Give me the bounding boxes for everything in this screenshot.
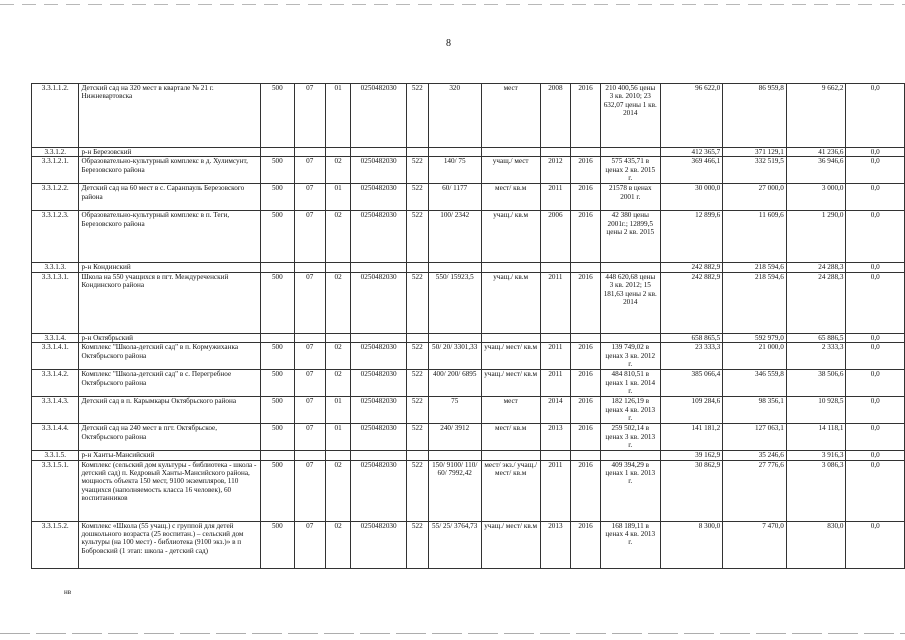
total-amount-cell: 96 622,0: [660, 84, 723, 148]
expense-type-code-cell: 522: [406, 343, 428, 370]
capacity-unit-cell: учащ./ мест/ кв.м: [481, 343, 540, 370]
start-year-cell: 2014: [540, 397, 571, 424]
table-row: [32, 343, 905, 370]
district-subtotal-row: [32, 333, 905, 342]
other-sources-amount-cell: 0,0: [846, 157, 905, 184]
table-row: [32, 84, 905, 148]
estimated-cost-cell: [600, 263, 660, 272]
section-code-cell: [294, 451, 325, 460]
expense-type-code-cell: [406, 333, 428, 342]
other-sources-amount-cell: 0,0: [846, 272, 905, 333]
expense-type-code-cell: 522: [406, 424, 428, 451]
table-row: [32, 521, 905, 568]
budget-code-cell: [261, 263, 294, 272]
subsection-code-cell: 01: [325, 184, 351, 211]
district-subtotal-row: [32, 148, 905, 157]
subsection-code-cell: 02: [325, 211, 351, 263]
capacity-unit-cell: учащ./ кв.м: [481, 272, 540, 333]
end-year-cell: 2016: [571, 424, 601, 451]
budget-code-cell: 500: [261, 521, 294, 568]
target-article-code-cell: 0250482030: [351, 211, 406, 263]
total-amount-cell: 12 899,6: [660, 211, 723, 263]
page-number: 8: [446, 38, 451, 49]
local-budget-amount-cell: 1 290,0: [786, 211, 846, 263]
section-code-cell: 07: [294, 460, 325, 521]
object-name-cell: Школа на 550 учащихся в пгт. Междуреченский Кондинского района: [79, 272, 261, 333]
estimated-cost-cell: 409 394,29 в ценах 1 кв. 2013 г.: [600, 460, 660, 521]
local-budget-amount-cell: 830,0: [786, 521, 846, 568]
start-year-cell: 2011: [540, 370, 571, 397]
other-sources-amount-cell: 0,0: [846, 424, 905, 451]
capacity-cell: 55/ 25/ 3764,73: [428, 521, 481, 568]
start-year-cell: 2012: [540, 157, 571, 184]
total-amount-cell: 242 882,9: [660, 272, 723, 333]
subsection-code-cell: [325, 148, 351, 157]
total-amount-cell: 369 466,1: [660, 157, 723, 184]
section-code-cell: [294, 263, 325, 272]
start-year-cell: 2013: [540, 521, 571, 568]
other-sources-amount-cell: 0,0: [846, 333, 905, 342]
estimated-cost-cell: [600, 333, 660, 342]
capacity-cell: 60/ 1177: [428, 184, 481, 211]
expense-type-code-cell: 522: [406, 157, 428, 184]
subsection-code-cell: [325, 263, 351, 272]
capacity-cell: 400/ 200/ 6895: [428, 370, 481, 397]
start-year-cell: [540, 263, 571, 272]
regional-budget-amount-cell: 98 356,1: [723, 397, 787, 424]
estimated-cost-cell: 182 126,19 в ценах 4 кв. 2013 г.: [600, 397, 660, 424]
row-code-cell: 3.3.1.5.1.: [32, 460, 79, 521]
target-article-code-cell: 0250482030: [351, 184, 406, 211]
regional-budget-amount-cell: 332 519,5: [723, 157, 787, 184]
section-code-cell: 07: [294, 521, 325, 568]
object-name-cell: р-н Октябрьский: [79, 333, 261, 342]
budget-code-cell: 500: [261, 460, 294, 521]
regional-budget-amount-cell: 7 470,0: [723, 521, 787, 568]
local-budget-amount-cell: 10 928,5: [786, 397, 846, 424]
row-code-cell: 3.3.1.4.4.: [32, 424, 79, 451]
end-year-cell: 2016: [571, 370, 601, 397]
table-row: [32, 157, 905, 184]
table-row: [32, 211, 905, 263]
capacity-unit-cell: [481, 148, 540, 157]
table-row: [32, 460, 905, 521]
local-budget-amount-cell: 65 886,5: [786, 333, 846, 342]
local-budget-amount-cell: 2 333,3: [786, 343, 846, 370]
target-article-code-cell: 0250482030: [351, 460, 406, 521]
regional-budget-amount-cell: 218 594,6: [723, 263, 787, 272]
regional-budget-amount-cell: 27 000,0: [723, 184, 787, 211]
budget-code-cell: 500: [261, 424, 294, 451]
start-year-cell: 2011: [540, 343, 571, 370]
subsection-code-cell: 01: [325, 84, 351, 148]
regional-budget-amount-cell: 86 959,8: [723, 84, 787, 148]
row-code-cell: 3.3.1.4.1.: [32, 343, 79, 370]
regional-budget-amount-cell: 371 129,1: [723, 148, 787, 157]
expense-type-code-cell: 522: [406, 184, 428, 211]
subsection-code-cell: [325, 333, 351, 342]
other-sources-amount-cell: 0,0: [846, 343, 905, 370]
object-name-cell: Комплекс (сельский дом культуры - библиотека - школа - детский сад) п. Кедровый Ханты-Мансийского района, мощность объекта 150 мест, 9100 экземпляров, 110 учащихся (наполняемость класса 16 человек), 60 воспитанников: [79, 460, 261, 521]
subsection-code-cell: 01: [325, 397, 351, 424]
capacity-cell: 140/ 75: [428, 157, 481, 184]
start-year-cell: 2008: [540, 84, 571, 148]
total-amount-cell: 141 181,2: [660, 424, 723, 451]
capacity-cell: 550/ 15923,5: [428, 272, 481, 333]
object-name-cell: р-н Березовский: [79, 148, 261, 157]
subsection-code-cell: 02: [325, 272, 351, 333]
start-year-cell: 2011: [540, 184, 571, 211]
other-sources-amount-cell: 0,0: [846, 397, 905, 424]
target-article-code-cell: 0250482030: [351, 84, 406, 148]
other-sources-amount-cell: 0,0: [846, 84, 905, 148]
capacity-unit-cell: учащ./ кв.м: [481, 211, 540, 263]
target-article-code-cell: [351, 263, 406, 272]
subsection-code-cell: [325, 451, 351, 460]
target-article-code-cell: 0250482030: [351, 272, 406, 333]
row-code-cell: 3.3.1.2.2.: [32, 184, 79, 211]
other-sources-amount-cell: 0,0: [846, 148, 905, 157]
subsection-code-cell: 02: [325, 460, 351, 521]
capacity-unit-cell: [481, 333, 540, 342]
estimated-cost-cell: 139 749,02 в ценах 3 кв. 2012 г.: [600, 343, 660, 370]
total-amount-cell: 242 882,9: [660, 263, 723, 272]
budget-code-cell: [261, 333, 294, 342]
row-code-cell: 3.3.1.4.3.: [32, 397, 79, 424]
target-article-code-cell: 0250482030: [351, 397, 406, 424]
subsection-code-cell: 02: [325, 157, 351, 184]
end-year-cell: [571, 451, 601, 460]
object-name-cell: Образовательно-культурный комплекс в п. Теги, Березовского района: [79, 211, 261, 263]
table-row: [32, 424, 905, 451]
budget-code-cell: 500: [261, 211, 294, 263]
capacity-unit-cell: мест: [481, 397, 540, 424]
row-code-cell: 3.3.1.4.2.: [32, 370, 79, 397]
estimated-cost-cell: [600, 451, 660, 460]
capacity-unit-cell: учащ./ мест: [481, 157, 540, 184]
total-amount-cell: 23 333,3: [660, 343, 723, 370]
end-year-cell: 2016: [571, 460, 601, 521]
section-code-cell: [294, 148, 325, 157]
capacity-cell: 50/ 20/ 3301,33: [428, 343, 481, 370]
target-article-code-cell: 0250482030: [351, 521, 406, 568]
budget-code-cell: 500: [261, 343, 294, 370]
end-year-cell: 2016: [571, 211, 601, 263]
regional-budget-amount-cell: 592 979,0: [723, 333, 787, 342]
budget-code-cell: 500: [261, 272, 294, 333]
other-sources-amount-cell: 0,0: [846, 184, 905, 211]
estimated-cost-cell: 575 435,71 в ценах 2 кв. 2015 г.: [600, 157, 660, 184]
row-code-cell: 3.3.1.4.: [32, 333, 79, 342]
local-budget-amount-cell: 9 662,2: [786, 84, 846, 148]
object-name-cell: Детский сад на 320 мест в квартале № 21 г. Нижневартовска: [79, 84, 261, 148]
section-code-cell: 07: [294, 397, 325, 424]
local-budget-amount-cell: 24 288,3: [786, 272, 846, 333]
budget-code-cell: 500: [261, 397, 294, 424]
capacity-cell: [428, 148, 481, 157]
expense-type-code-cell: 522: [406, 370, 428, 397]
end-year-cell: 2016: [571, 397, 601, 424]
total-amount-cell: 8 300,0: [660, 521, 723, 568]
estimated-cost-cell: 259 502,14 в ценах 3 кв. 2013 г.: [600, 424, 660, 451]
start-year-cell: 2011: [540, 272, 571, 333]
section-code-cell: 07: [294, 157, 325, 184]
estimated-cost-cell: 168 189,11 в ценах 4 кв. 2013 г.: [600, 521, 660, 568]
budget-code-cell: 500: [261, 184, 294, 211]
end-year-cell: [571, 263, 601, 272]
other-sources-amount-cell: 0,0: [846, 460, 905, 521]
estimated-cost-cell: 484 810,51 в ценах 1 кв. 2014 г.: [600, 370, 660, 397]
target-article-code-cell: [351, 333, 406, 342]
end-year-cell: 2016: [571, 272, 601, 333]
capacity-cell: [428, 451, 481, 460]
start-year-cell: 2006: [540, 211, 571, 263]
section-code-cell: 07: [294, 272, 325, 333]
start-year-cell: [540, 333, 571, 342]
object-name-cell: Детский сад на 240 мест в пгт. Октябрьское, Октябрьского района: [79, 424, 261, 451]
total-amount-cell: 30 862,9: [660, 460, 723, 521]
budget-code-cell: 500: [261, 157, 294, 184]
section-code-cell: 07: [294, 84, 325, 148]
target-article-code-cell: 0250482030: [351, 424, 406, 451]
subsection-code-cell: 02: [325, 343, 351, 370]
expense-type-code-cell: 522: [406, 84, 428, 148]
row-code-cell: 3.3.1.5.: [32, 451, 79, 460]
footer-mark: нв: [64, 588, 72, 596]
local-budget-amount-cell: 36 946,6: [786, 157, 846, 184]
subsection-code-cell: 01: [325, 424, 351, 451]
budget-code-cell: [261, 451, 294, 460]
row-code-cell: 3.3.1.2.: [32, 148, 79, 157]
row-code-cell: 3.3.1.3.1.: [32, 272, 79, 333]
other-sources-amount-cell: 0,0: [846, 451, 905, 460]
estimated-cost-cell: [600, 148, 660, 157]
total-amount-cell: 385 066,4: [660, 370, 723, 397]
other-sources-amount-cell: 0,0: [846, 370, 905, 397]
regional-budget-amount-cell: 21 000,0: [723, 343, 787, 370]
end-year-cell: 2016: [571, 343, 601, 370]
target-article-code-cell: [351, 148, 406, 157]
local-budget-amount-cell: 3 086,3: [786, 460, 846, 521]
section-code-cell: 07: [294, 184, 325, 211]
regional-budget-amount-cell: 35 246,6: [723, 451, 787, 460]
scan-edge-top: [0, 4, 905, 5]
regional-budget-amount-cell: 218 594,6: [723, 272, 787, 333]
object-name-cell: Комплекс "Школа-детский сад" в п. Кормужиханка Октябрьского района: [79, 343, 261, 370]
expense-type-code-cell: [406, 451, 428, 460]
local-budget-amount-cell: 38 506,6: [786, 370, 846, 397]
budget-code-cell: [261, 148, 294, 157]
capacity-unit-cell: [481, 451, 540, 460]
expense-type-code-cell: 522: [406, 521, 428, 568]
object-name-cell: р-н Ханты-Мансийский: [79, 451, 261, 460]
start-year-cell: 2011: [540, 460, 571, 521]
total-amount-cell: 39 162,9: [660, 451, 723, 460]
target-article-code-cell: [351, 451, 406, 460]
budget-code-cell: 500: [261, 84, 294, 148]
expense-type-code-cell: 522: [406, 211, 428, 263]
object-name-cell: Комплекс "Школа-детский сад" в с. Перегребное Октябрьского района: [79, 370, 261, 397]
scan-edge-bottom: [0, 633, 905, 634]
other-sources-amount-cell: 0,0: [846, 521, 905, 568]
section-code-cell: 07: [294, 370, 325, 397]
other-sources-amount-cell: 0,0: [846, 263, 905, 272]
end-year-cell: 2016: [571, 184, 601, 211]
row-code-cell: 3.3.1.1.2.: [32, 84, 79, 148]
section-code-cell: 07: [294, 211, 325, 263]
total-amount-cell: 412 365,7: [660, 148, 723, 157]
end-year-cell: 2016: [571, 157, 601, 184]
object-name-cell: Образовательно-культурный комплекс в д. Хулимсунт, Березовского района: [79, 157, 261, 184]
capacity-unit-cell: мест: [481, 84, 540, 148]
end-year-cell: [571, 333, 601, 342]
table-row: [32, 370, 905, 397]
expense-type-code-cell: [406, 263, 428, 272]
local-budget-amount-cell: 3 916,3: [786, 451, 846, 460]
estimated-cost-cell: 21578 в ценах 2001 г.: [600, 184, 660, 211]
regional-budget-amount-cell: 346 559,8: [723, 370, 787, 397]
estimated-cost-cell: 42 380 цены 2001г.; 12899,5 цены 2 кв. 2015: [600, 211, 660, 263]
capacity-cell: [428, 333, 481, 342]
end-year-cell: 2016: [571, 84, 601, 148]
capacity-cell: 150/ 9100/ 110/ 60/ 7992,42: [428, 460, 481, 521]
capacity-unit-cell: [481, 263, 540, 272]
estimated-cost-cell: 210 400,56 цены 3 кв. 2010; 23 632,07 цены 1 кв. 2014: [600, 84, 660, 148]
budget-code-cell: 500: [261, 370, 294, 397]
expense-type-code-cell: 522: [406, 460, 428, 521]
total-amount-cell: 30 000,0: [660, 184, 723, 211]
row-code-cell: 3.3.1.3.: [32, 263, 79, 272]
capacity-cell: 320: [428, 84, 481, 148]
section-code-cell: 07: [294, 424, 325, 451]
district-subtotal-row: [32, 263, 905, 272]
capacity-cell: [428, 263, 481, 272]
table-row: [32, 272, 905, 333]
object-name-cell: Комплекс «Школа (55 учащ.) с группой для детей дошкольного возраста (25 воспитан.) – сельский дом культуры (на 100 мест) - библиотека (9100 экз.)» в п Бобровский (1 этап: школа - детский сад): [79, 521, 261, 568]
capacity-unit-cell: мест/ экз./ учащ./ мест/ кв.м: [481, 460, 540, 521]
subsection-code-cell: 02: [325, 521, 351, 568]
start-year-cell: [540, 148, 571, 157]
table-row: [32, 184, 905, 211]
start-year-cell: 2013: [540, 424, 571, 451]
capacity-cell: 100/ 2342: [428, 211, 481, 263]
expense-type-code-cell: [406, 148, 428, 157]
expense-type-code-cell: 522: [406, 272, 428, 333]
capacity-unit-cell: мест/ кв.м: [481, 184, 540, 211]
regional-budget-amount-cell: 11 609,6: [723, 211, 787, 263]
regional-budget-amount-cell: 27 776,6: [723, 460, 787, 521]
section-code-cell: [294, 333, 325, 342]
object-name-cell: Детский сад на 60 мест в с. Саранпауль Березовского района: [79, 184, 261, 211]
other-sources-amount-cell: 0,0: [846, 211, 905, 263]
total-amount-cell: 658 865,5: [660, 333, 723, 342]
target-article-code-cell: 0250482030: [351, 343, 406, 370]
end-year-cell: [571, 148, 601, 157]
local-budget-amount-cell: 3 000,0: [786, 184, 846, 211]
row-code-cell: 3.3.1.2.3.: [32, 211, 79, 263]
target-article-code-cell: 0250482030: [351, 157, 406, 184]
subsection-code-cell: 02: [325, 370, 351, 397]
local-budget-amount-cell: 24 288,3: [786, 263, 846, 272]
table-body: [32, 84, 905, 569]
district-subtotal-row: [32, 451, 905, 460]
capacity-unit-cell: учащ./ мест/ кв.м: [481, 521, 540, 568]
object-name-cell: р-н Кондинский: [79, 263, 261, 272]
capacity-unit-cell: учащ./ мест/ кв.м: [481, 370, 540, 397]
section-code-cell: 07: [294, 343, 325, 370]
total-amount-cell: 109 284,6: [660, 397, 723, 424]
regional-budget-amount-cell: 127 063,1: [723, 424, 787, 451]
budget-table: [31, 83, 905, 569]
estimated-cost-cell: 448 620,68 цены 3 кв. 2012; 15 181,63 цены 2 кв. 2014: [600, 272, 660, 333]
local-budget-amount-cell: 14 118,1: [786, 424, 846, 451]
capacity-cell: 75: [428, 397, 481, 424]
row-code-cell: 3.3.1.5.2.: [32, 521, 79, 568]
object-name-cell: Детский сад в п. Карымкары Октябрьского района: [79, 397, 261, 424]
capacity-unit-cell: мест/ кв.м: [481, 424, 540, 451]
table-row: [32, 397, 905, 424]
target-article-code-cell: 0250482030: [351, 370, 406, 397]
end-year-cell: 2016: [571, 521, 601, 568]
row-code-cell: 3.3.1.2.1.: [32, 157, 79, 184]
start-year-cell: [540, 451, 571, 460]
local-budget-amount-cell: 41 236,6: [786, 148, 846, 157]
expense-type-code-cell: 522: [406, 397, 428, 424]
capacity-cell: 240/ 3912: [428, 424, 481, 451]
